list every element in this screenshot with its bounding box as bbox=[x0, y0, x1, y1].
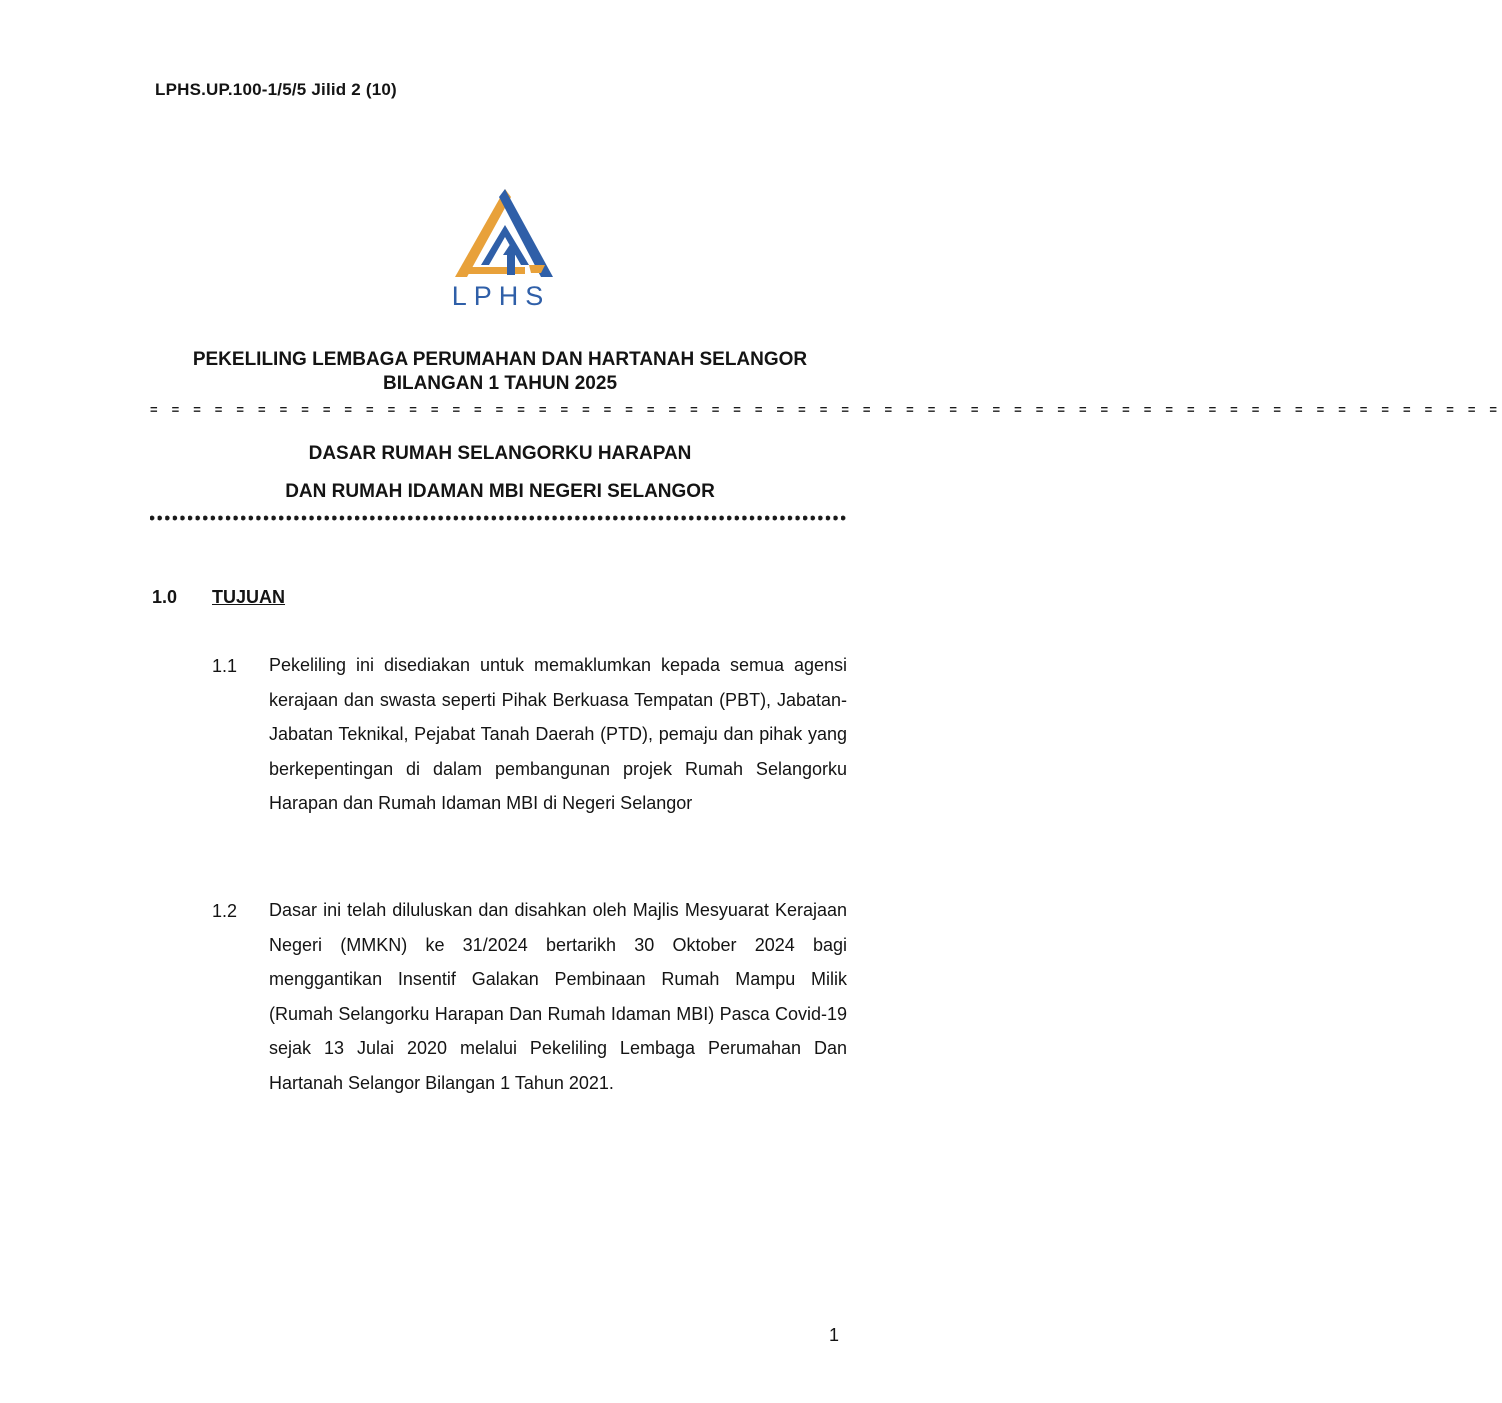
divider-equals: = = = = = = = = = = = = = = = = = = = = = = = = = = = = = = = = = = = = = = = = = = = = = = = = = = = = = = = = = = = = = = = bbox=[150, 402, 1502, 417]
item-paragraph: Dasar ini telah diluluskan dan disahkan oleh Majlis Mesyuarat Kerajaan Negeri (MMKN) ke 31/2024 bertarikh 30 Oktober 2024 bagi menggantikan Insentif Galakan Pembinaan Rumah Mampu Milik (Rumah Selangorku Harapan Dan Rumah Idaman MBI) Pasca Covid-19 sejak 13 Julai 2020 melalui Pekeliling Lembaga Perumahan Dan Hartanah Selangor Bilangan 1 Tahun 2021. bbox=[269, 900, 847, 1093]
circular-number: BILANGAN 1 TAHUN 2025 bbox=[382, 373, 618, 394]
item-number: 1.1 bbox=[212, 656, 238, 676]
divider-dots bbox=[150, 514, 847, 528]
house-arrow-logo-icon bbox=[445, 185, 557, 281]
page-number: 1 bbox=[829, 1325, 840, 1345]
circular-title: PEKELILING LEMBAGA PERUMAHAN DAN HARTANAH SELANGOR bbox=[192, 349, 808, 370]
section-title: TUJUAN bbox=[212, 587, 286, 607]
section-number: 1.0 bbox=[152, 587, 178, 607]
policy-title-line2: DAN RUMAH IDAMAN MBI NEGERI SELANGOR bbox=[285, 481, 715, 502]
policy-title-line1: DASAR RUMAH SELANGORKU HARAPAN bbox=[308, 443, 692, 464]
item-paragraph: Pekeliling ini disediakan untuk memaklumkan kepada semua agensi kerajaan dan swasta seperti Pihak Berkuasa Tempatan (PBT), Jabatan-Jabatan Teknikal, Pejabat Tanah Daerah (PTD), pemaju dan pihak yang berkepentingan di dalam pembangunan projek Rumah Selangorku Harapan dan Rumah Idaman MBI di Negeri Selangor bbox=[269, 655, 847, 814]
lphs-logo bbox=[445, 185, 557, 313]
item-number: 1.2 bbox=[212, 901, 238, 921]
logo-text: LPHS bbox=[451, 281, 551, 311]
reference-number: LPHS.UP.100-1/5/5 Jilid 2 (10) bbox=[155, 80, 397, 99]
